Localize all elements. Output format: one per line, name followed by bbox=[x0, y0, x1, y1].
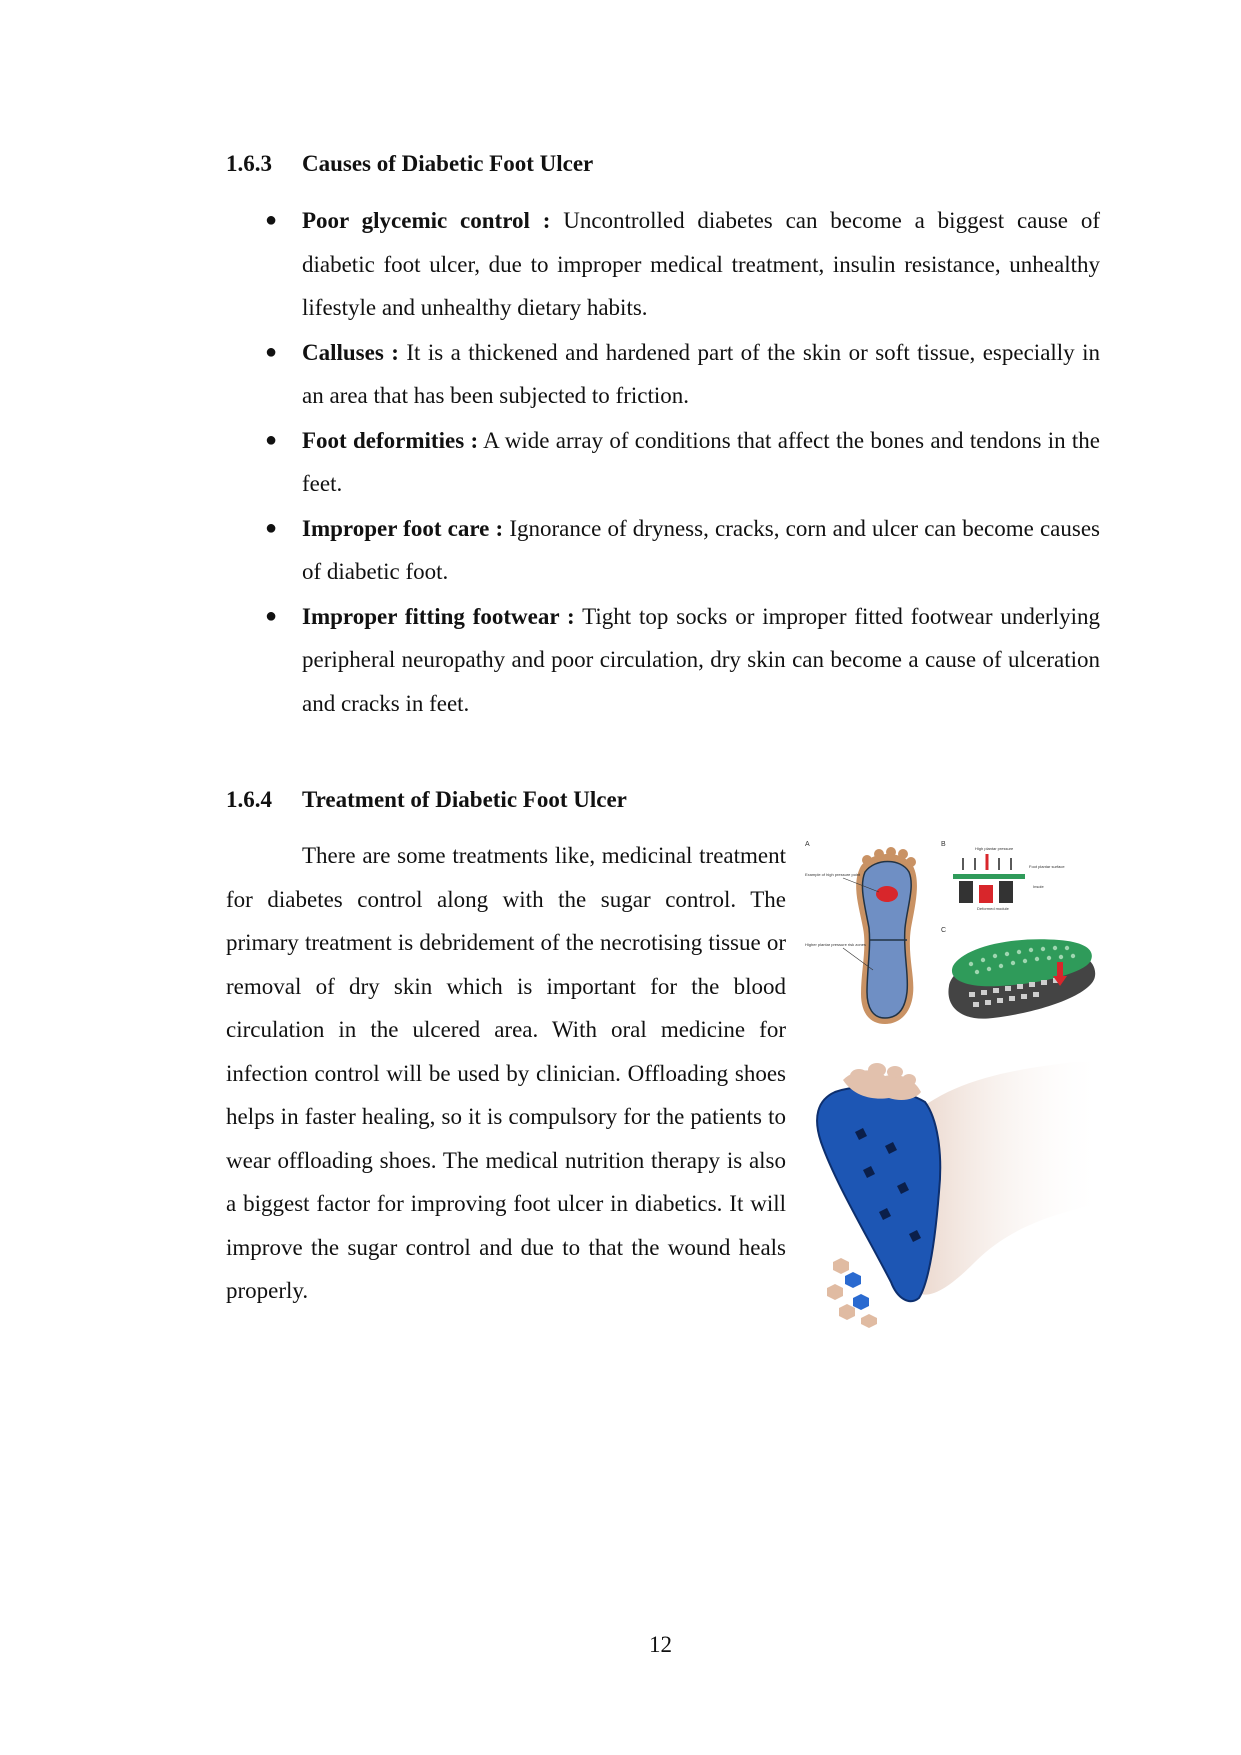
section-heading-causes bbox=[226, 151, 593, 177]
label-higher-plantar-pressure: Higher plantar pressure risk zones bbox=[805, 942, 866, 947]
label-deformed-module: Deformed module bbox=[977, 906, 1009, 911]
list-item bbox=[262, 507, 1100, 594]
section-heading-treatment bbox=[226, 787, 627, 813]
label-foot-plantar-surface: Foot plantar surface bbox=[1029, 864, 1065, 869]
item-text: A wide array of conditions that affect the bones and tendons in the feet. bbox=[302, 427, 1100, 496]
item-term: Foot deformities : bbox=[302, 427, 479, 453]
section-number: 1.6.3 bbox=[226, 151, 272, 176]
offloading-insole-figure bbox=[805, 1062, 1105, 1332]
bullet-icon: ● bbox=[265, 209, 278, 231]
bullet-icon: ● bbox=[265, 604, 278, 627]
item-term: Poor glycemic control : bbox=[302, 208, 551, 233]
item-term: Calluses : bbox=[302, 339, 399, 365]
list-item bbox=[262, 199, 1100, 330]
item-text: Uncontrolled diabetes can become a biggest cause of diabetic foot ulcer, due to improper medical treatment, insulin resistance, unhealthy lifestyle and unhealthy dietary habits. bbox=[302, 208, 1100, 320]
loose-modules bbox=[827, 1258, 877, 1328]
label-high-pressure-point: Example of high pressure point bbox=[805, 872, 861, 877]
item-text: Ignorance of dryness, cracks, corn and ulcer can become causes of diabetic foot. bbox=[302, 515, 1100, 584]
item-text: It is a thickened and hardened part of the skin or soft tissue, especially in an area that has been subjected to friction. bbox=[302, 339, 1101, 408]
panel-label-a: A bbox=[805, 841, 810, 848]
foot-sole-illustration bbox=[856, 847, 917, 1024]
section-number: 1.6.4 bbox=[226, 787, 272, 812]
panel-label-b: B bbox=[941, 841, 946, 848]
foot-and-insole-illustration bbox=[817, 1062, 1105, 1328]
bullet-icon: ● bbox=[265, 340, 278, 363]
item-term: Improper foot care : bbox=[302, 515, 504, 541]
label-high-plantar-pressure: High plantar pressure bbox=[975, 846, 1014, 851]
item-text: Tight top socks or improper fitted footwear underlying peripheral neuropathy and poor circulation, dry skin can become a cause of ulceration and cracks in feet. bbox=[302, 603, 1100, 716]
causes-list bbox=[262, 199, 1100, 726]
treatment-paragraph: There are some treatments like, medicinal treatment for diabetes control along with the sugar control. The primary treatment is debridement of the necrotising tissue or removal of dry skin which is important for the blood circulation in the ulcered area. With oral medicine for infection control will be used by clinician. Offloading shoes helps in faster healing, so it is compulsory for the patients to wear offloading shoes. The medical nutrition therapy is also a biggest factor for improving foot ulcer in diabetics. It will improve the sugar control and due to that the wound heals properly. bbox=[226, 843, 786, 1303]
item-term: Improper fitting footwear : bbox=[302, 603, 575, 629]
insole-illustration bbox=[948, 939, 1095, 1018]
section-title: Causes of Diabetic Foot Ulcer bbox=[302, 151, 594, 176]
plantar-pressure-figure bbox=[803, 836, 1103, 1046]
panel-label-c: C bbox=[941, 927, 947, 934]
list-item bbox=[262, 595, 1100, 726]
section-title: Treatment of Diabetic Foot Ulcer bbox=[302, 787, 627, 812]
bullet-icon: ● bbox=[265, 428, 278, 451]
list-item bbox=[262, 419, 1100, 506]
pressure-schematic bbox=[953, 846, 1065, 911]
page-number: 12 bbox=[649, 1632, 672, 1657]
bullet-icon: ● bbox=[265, 516, 278, 539]
label-insole: Insole bbox=[1033, 884, 1044, 889]
list-item bbox=[262, 331, 1100, 418]
